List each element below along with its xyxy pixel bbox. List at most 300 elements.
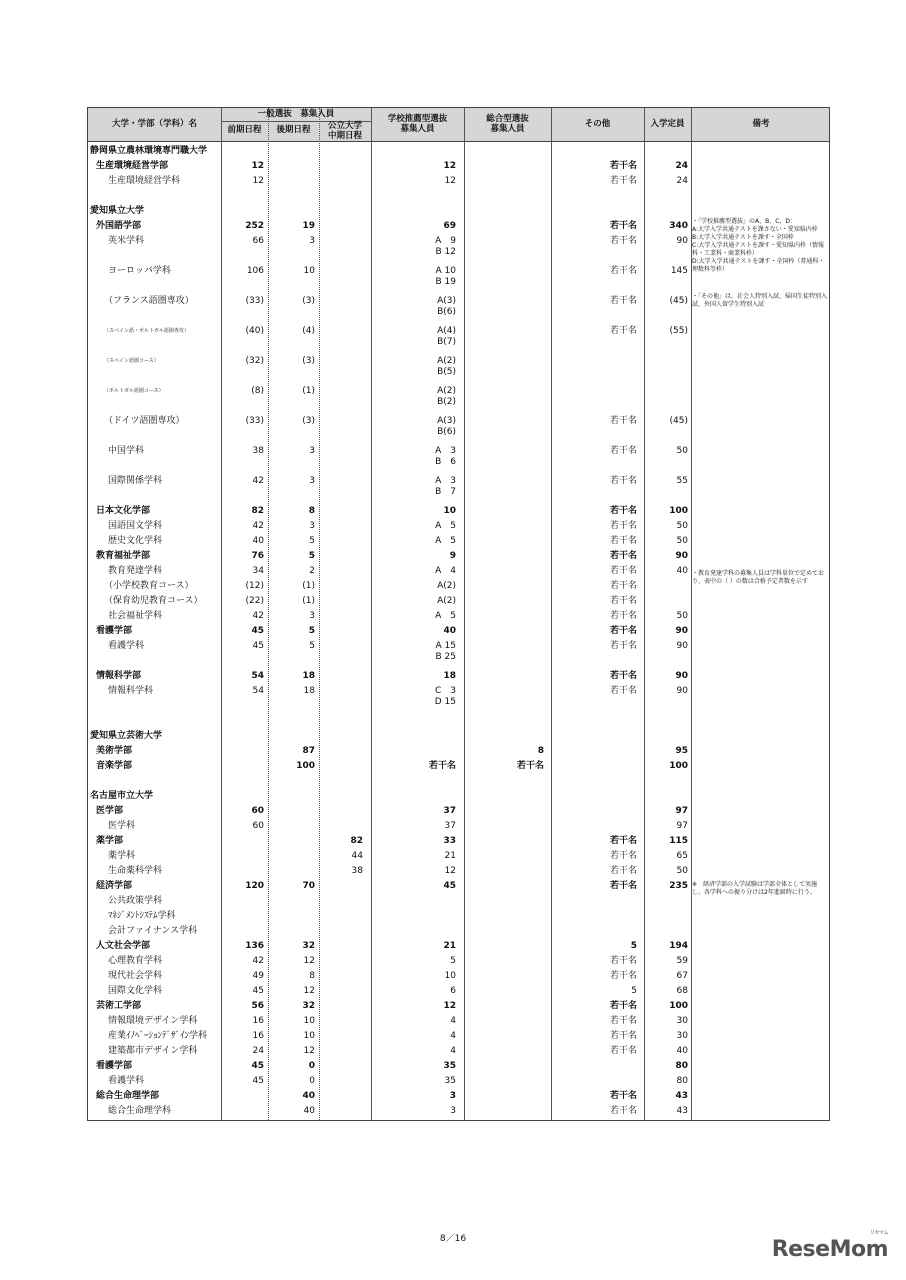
cell-c: 50 — [676, 521, 688, 531]
cell-c: 115 — [669, 836, 688, 846]
cell-o: 若干名 — [609, 1031, 637, 1041]
cell-o: 若干名 — [609, 686, 637, 696]
cell-z: 16 — [252, 1031, 264, 1041]
row-name: 静岡県立農林環境専門職大学 — [90, 146, 208, 156]
cell-k: (3) — [302, 416, 315, 426]
cell-o: 若干名 — [609, 446, 637, 456]
table-row — [88, 519, 829, 533]
row-name: 美術学部 — [96, 746, 133, 756]
cell-k: 5 — [309, 536, 315, 546]
header-zenki: 前期日程 — [227, 125, 262, 135]
logo-sub: リセマム — [870, 1230, 888, 1236]
header-chuki: 公立大学 中期日程 — [327, 121, 362, 141]
row-name: 日本文化学部 — [96, 506, 151, 516]
cell-o: 若干名 — [609, 671, 637, 681]
cell-k: 40 — [303, 1106, 315, 1116]
cell-z: 45 — [252, 1076, 264, 1086]
row-name: 看護学科 — [108, 1076, 145, 1086]
cell-s: A(4) — [437, 326, 456, 336]
cell-o: 若干名 — [609, 176, 637, 186]
cell-m: 44 — [351, 851, 363, 861]
cell-s2: B 6 — [435, 457, 456, 467]
table-row — [88, 759, 829, 773]
row-name: 愛知県立芸術大学 — [90, 731, 163, 741]
row-name: 公共政策学科 — [108, 896, 163, 906]
table-row — [88, 864, 829, 878]
table-row-spacer — [88, 369, 829, 383]
table-row-spacer — [88, 429, 829, 443]
table-row — [88, 1029, 829, 1043]
table-row — [88, 609, 829, 623]
cell-c: (55) — [669, 326, 688, 336]
cell-s: 35 — [443, 1061, 456, 1071]
row-name: （保育幼児教育コース） — [104, 596, 203, 606]
cell-s: A 5 — [435, 611, 456, 621]
cell-s: A(2) — [437, 386, 456, 396]
cell-o: 5 — [631, 986, 637, 996]
cell-s: 12 — [444, 866, 456, 876]
cell-z: 66 — [252, 236, 264, 246]
cell-s: 12 — [444, 176, 456, 186]
cell-o: 若干名 — [609, 866, 637, 876]
cell-s: A(2) — [437, 356, 456, 366]
cell-s: 40 — [443, 626, 456, 636]
remark-aichi-1: ・「学校推薦型選抜」のA、B、C、D： A:大学入学共通テストを課さない・愛知県内枠 B:大学入学共通テストを課す・全国枠 C:大学入学共通テストを課す・愛知県内枠（情報科・工業科・商業科枠） D:大学入学共通テストを課す・全国枠（普通科・理数科等枠） — [692, 218, 825, 273]
cell-s: 12 — [443, 1001, 456, 1011]
cell-s: 33 — [443, 836, 456, 846]
cell-c: 80 — [676, 1076, 688, 1086]
cell-k: 18 — [303, 686, 315, 696]
row-name: 医学部 — [96, 806, 124, 816]
cell-k: 0 — [309, 1076, 315, 1086]
table-row-spacer — [88, 309, 829, 323]
cell-c: 100 — [669, 1001, 688, 1011]
cell-c: 100 — [669, 761, 688, 771]
cell-s: A 4 — [435, 566, 456, 576]
cell-k: 10 — [303, 1016, 315, 1026]
row-name: 産業ｲﾉﾍﾞｰｼｮﾝﾃﾞｻﾞｲﾝ学科 — [108, 1031, 208, 1041]
cell-c: 24 — [676, 176, 688, 186]
table-row — [88, 504, 829, 518]
cell-o: 若干名 — [609, 641, 637, 651]
cell-z: 38 — [252, 446, 264, 456]
cell-z: 82 — [251, 506, 264, 516]
row-name: 愛知県立大学 — [90, 206, 145, 216]
table-row — [88, 834, 829, 848]
cell-o: 若干名 — [609, 551, 637, 561]
cell-s: A 5 — [435, 536, 456, 546]
cell-s2: B(7) — [437, 337, 456, 347]
cell-c: 59 — [676, 956, 688, 966]
cell-c: 90 — [676, 686, 688, 696]
table-row — [88, 354, 829, 377]
row-name: 総合生命理学部 — [96, 1091, 160, 1101]
cell-s: 4 — [450, 1031, 456, 1041]
cell-k: 5 — [308, 551, 315, 561]
cell-k: (1) — [302, 581, 315, 591]
table-row — [88, 1104, 829, 1118]
cell-o: 若干名 — [609, 1046, 637, 1056]
cell-k: 100 — [296, 761, 315, 771]
cell-k: 12 — [303, 986, 315, 996]
table-row-spacer — [88, 699, 829, 713]
cell-k: 8 — [308, 506, 315, 516]
cell-k: (4) — [302, 326, 315, 336]
row-name: 国際関係学科 — [108, 476, 163, 486]
cell-k: 3 — [309, 236, 315, 246]
table-row — [88, 684, 829, 707]
cell-z: 40 — [252, 536, 264, 546]
cell-z: 106 — [246, 266, 264, 276]
header-other: その他 — [584, 119, 611, 129]
cell-o: 若干名 — [609, 626, 637, 636]
cell-s2: B(6) — [437, 427, 456, 437]
cell-s: 若干名 — [428, 761, 456, 771]
table-row — [88, 639, 829, 662]
cell-o: 若干名 — [609, 881, 637, 891]
table-row — [88, 669, 829, 683]
cell-z: 136 — [245, 941, 264, 951]
cell-s: A 3 — [435, 446, 456, 456]
cell-z: 42 — [252, 611, 264, 621]
cell-s2: B(6) — [437, 307, 456, 317]
row-name: 音楽学部 — [96, 761, 133, 771]
cell-s: A 10 — [435, 266, 456, 276]
cell-s: 6 — [450, 986, 456, 996]
header-capacity: 入学定員 — [650, 119, 685, 129]
cell-c: 24 — [675, 161, 688, 171]
table-row — [88, 1059, 829, 1073]
cell-o: 若干名 — [609, 236, 637, 246]
table-row — [88, 174, 829, 188]
cell-c: 97 — [675, 806, 688, 816]
table-row — [88, 819, 829, 833]
cell-k: 12 — [303, 956, 315, 966]
cell-c: 30 — [676, 1016, 688, 1026]
cell-m: 82 — [350, 836, 363, 846]
cell-c: 90 — [676, 236, 688, 246]
cell-z: 45 — [251, 626, 264, 636]
table-row-spacer — [88, 399, 829, 413]
cell-c: 40 — [676, 1046, 688, 1056]
table-row-spacer — [88, 459, 829, 473]
remark-aichi-2: ・「その他」は、社会人特別入試、帰国生徒特別入試、外国人留学生特別入試 — [692, 293, 828, 308]
row-name: ﾏﾈｼﾞﾒﾝﾄｼｽﾃﾑ学科 — [108, 911, 176, 921]
table-row — [88, 1044, 829, 1058]
cell-s2: B(5) — [437, 367, 456, 377]
cell-k: 32 — [302, 941, 315, 951]
table-row — [88, 534, 829, 548]
table-row — [88, 939, 829, 953]
cell-z: 120 — [245, 881, 264, 891]
cell-s: 4 — [450, 1046, 456, 1056]
cell-s: 10 — [444, 971, 456, 981]
cell-z: 45 — [252, 986, 264, 996]
cell-s2: D 15 — [434, 697, 456, 707]
table-row — [88, 144, 829, 158]
table-row — [88, 849, 829, 863]
cell-k: 3 — [309, 446, 315, 456]
header-suisen: 学校推薦型選抜 募集人員 — [387, 114, 448, 134]
row-name: 歴史文化学科 — [108, 536, 163, 546]
table-row — [88, 1074, 829, 1088]
table-row — [88, 924, 829, 938]
cell-s: 21 — [443, 941, 456, 951]
table-row — [88, 909, 829, 923]
cell-s: A(2) — [437, 581, 456, 591]
cell-c: 67 — [676, 971, 688, 981]
cell-z: 42 — [252, 956, 264, 966]
cell-c: 145 — [670, 266, 688, 276]
table-row — [88, 999, 829, 1013]
cell-c: 50 — [676, 536, 688, 546]
row-name: 会計ファイナンス学科 — [108, 926, 198, 936]
row-name: 薬学部 — [96, 836, 124, 846]
row-name: 看護学科 — [108, 641, 145, 651]
cell-k: 87 — [302, 746, 315, 756]
table-row — [88, 414, 829, 437]
cell-k: (3) — [302, 296, 315, 306]
cell-z: 45 — [251, 1061, 264, 1071]
cell-s: 3 — [449, 1091, 456, 1101]
cell-s: 37 — [443, 806, 456, 816]
cell-z: (33) — [245, 296, 264, 306]
cell-c: 97 — [676, 821, 688, 831]
table-row — [88, 984, 829, 998]
row-name: 中国学科 — [108, 446, 145, 456]
row-name: （スペイン語圏コース） — [104, 358, 159, 364]
cell-c: 40 — [676, 566, 688, 576]
cell-c: (45) — [669, 296, 688, 306]
row-name: 名古屋市立大学 — [90, 791, 154, 801]
cell-s2: B 12 — [435, 247, 456, 257]
table-row — [88, 804, 829, 818]
table-row — [88, 384, 829, 407]
cell-c: 194 — [669, 941, 688, 951]
cell-o: 若干名 — [609, 1001, 637, 1011]
cell-c: 65 — [676, 851, 688, 861]
remark-econ: ※ 経済学部の入学試験は学部全体として実施し、各学科への振り分けは2年進級時に行う。 — [692, 881, 818, 896]
cell-k: 3 — [309, 521, 315, 531]
row-name: 教育福祉学部 — [96, 551, 151, 561]
row-name: 経済学部 — [96, 881, 133, 891]
cell-k: 5 — [308, 626, 315, 636]
cell-s: 45 — [443, 881, 456, 891]
cell-o: 若干名 — [609, 506, 637, 516]
cell-c: (45) — [669, 416, 688, 426]
cell-k: 32 — [302, 1001, 315, 1011]
row-name: （ドイツ語圏専攻） — [104, 416, 185, 426]
cell-z: 42 — [252, 521, 264, 531]
cell-s: A 5 — [435, 521, 456, 531]
row-name: 教育発達学科 — [108, 566, 163, 576]
row-name: 国語国文学科 — [108, 521, 163, 531]
row-name: 人文社会学部 — [96, 941, 151, 951]
row-name: 英米学科 — [108, 236, 145, 246]
cell-s2: B 7 — [435, 487, 456, 497]
cell-z: (22) — [245, 596, 264, 606]
cell-z: (8) — [251, 386, 264, 396]
table-row — [88, 969, 829, 983]
cell-z: 49 — [252, 971, 264, 981]
cell-z: 60 — [251, 806, 264, 816]
cell-o: 若干名 — [609, 851, 637, 861]
cell-g: 若干名 — [516, 761, 544, 771]
cell-o: 若干名 — [609, 1091, 637, 1101]
table-row — [88, 729, 829, 743]
row-name: 外国語学部 — [96, 221, 142, 231]
cell-s: 3 — [450, 1106, 456, 1116]
cell-k: 40 — [302, 1091, 315, 1101]
cell-s: A 3 — [435, 476, 456, 486]
table-row — [88, 549, 829, 563]
cell-o: 若干名 — [609, 521, 637, 531]
table-row-spacer — [88, 189, 829, 203]
table-row — [88, 624, 829, 638]
header-remarks: 備考 — [752, 119, 770, 129]
cell-s: C 3 — [434, 686, 456, 696]
cell-k: 3 — [309, 611, 315, 621]
cell-s2: B(2) — [437, 397, 456, 407]
cell-o: 若干名 — [609, 1016, 637, 1026]
cell-z: 42 — [252, 476, 264, 486]
cell-o: 若干名 — [609, 581, 637, 591]
cell-c: 50 — [676, 611, 688, 621]
row-name: 社会福祉学科 — [108, 611, 163, 621]
cell-m: 38 — [351, 866, 363, 876]
cell-z: (12) — [245, 581, 264, 591]
table-row — [88, 594, 829, 608]
cell-o: 若干名 — [609, 596, 637, 606]
row-name: 生産環境経営学部 — [96, 161, 169, 171]
table-row — [88, 474, 829, 497]
row-name: 心理教育学科 — [108, 956, 163, 966]
cell-c: 55 — [676, 476, 688, 486]
table-row-spacer — [88, 774, 829, 788]
cell-k: 70 — [302, 881, 315, 891]
cell-c: 43 — [676, 1106, 688, 1116]
cell-z: 34 — [252, 566, 264, 576]
header-koki: 後期日程 — [276, 125, 311, 135]
row-name: 生命薬科学科 — [108, 866, 163, 876]
cell-c: 95 — [675, 746, 688, 756]
cell-z: 16 — [252, 1016, 264, 1026]
cell-o: 5 — [630, 941, 637, 951]
cell-g: 8 — [537, 746, 544, 756]
cell-k: (1) — [302, 386, 315, 396]
cell-s: 18 — [443, 671, 456, 681]
cell-s: 5 — [450, 956, 456, 966]
cell-s2: B 19 — [435, 277, 456, 287]
header-name: 大学・学部（学科）名 — [111, 119, 197, 129]
cell-k: 18 — [302, 671, 315, 681]
cell-z: 56 — [251, 1001, 264, 1011]
cell-c: 90 — [675, 551, 688, 561]
cell-s: 9 — [449, 551, 456, 561]
table-row — [88, 789, 829, 803]
row-name: 情報科学部 — [96, 671, 142, 681]
page-number: 8／16 — [439, 1234, 467, 1244]
row-name: 看護学部 — [96, 1061, 133, 1071]
table-row — [88, 159, 829, 173]
cell-z: 60 — [252, 821, 264, 831]
cell-o: 若干名 — [609, 326, 637, 336]
cell-s: 21 — [444, 851, 456, 861]
cell-o: 若干名 — [609, 1106, 637, 1116]
cell-o: 若干名 — [609, 836, 637, 846]
cell-z: 45 — [252, 641, 264, 651]
row-name: （小学校教育コース） — [104, 581, 194, 591]
cell-c: 68 — [676, 986, 688, 996]
table-row — [88, 1014, 829, 1028]
cell-o: 若干名 — [609, 971, 637, 981]
cell-o: 若干名 — [609, 416, 637, 426]
row-name: 医学科 — [108, 821, 136, 831]
cell-c: 50 — [676, 866, 688, 876]
cell-k: (3) — [302, 356, 315, 366]
cell-k: (1) — [302, 596, 315, 606]
cell-z: (32) — [245, 356, 264, 366]
cell-k: 10 — [303, 1031, 315, 1041]
cell-z: (40) — [245, 326, 264, 336]
cell-k: 19 — [302, 221, 315, 231]
row-name: （ポルトガル語圏コース） — [104, 388, 164, 394]
table-row-spacer — [88, 279, 829, 293]
cell-z: 24 — [252, 1046, 264, 1056]
cell-s: 35 — [444, 1076, 456, 1086]
cell-o: 若干名 — [609, 611, 637, 621]
row-name: 情報環境デザイン学科 — [108, 1016, 198, 1026]
cell-o: 若干名 — [609, 476, 637, 486]
admission-table — [87, 107, 830, 1121]
remark-welfare: ・教育発達学科の募集人員は学科単位で定めており、表中の（ ）の数は合格予定者数を示す — [692, 570, 825, 585]
logo-text: ReseMom — [771, 1237, 888, 1262]
cell-c: 43 — [675, 1091, 688, 1101]
cell-o: 若干名 — [609, 296, 637, 306]
table-row — [88, 744, 829, 758]
cell-o: 若干名 — [609, 536, 637, 546]
row-name: 総合生命理学科 — [108, 1106, 172, 1116]
cell-k: 12 — [303, 1046, 315, 1056]
row-name: （フランス語圏専攻） — [104, 296, 194, 306]
cell-c: 50 — [676, 446, 688, 456]
cell-o: 若干名 — [609, 956, 637, 966]
cell-o: 若干名 — [609, 161, 637, 171]
table-row-spacer — [88, 489, 829, 503]
header-general: 一般選抜 募集人員 — [257, 109, 335, 119]
cell-c: 90 — [675, 626, 688, 636]
table-row — [88, 324, 829, 347]
row-name: 看護学部 — [96, 626, 133, 636]
cell-z: 54 — [252, 686, 264, 696]
cell-z: 76 — [251, 551, 264, 561]
cell-k: 10 — [303, 266, 315, 276]
cell-s: A(3) — [437, 296, 456, 306]
cell-s: A(2) — [437, 596, 456, 606]
row-name: 生産環境経営学科 — [108, 176, 181, 186]
cell-z: 252 — [245, 221, 264, 231]
cell-z: (33) — [245, 416, 264, 426]
cell-o: 若干名 — [609, 566, 637, 576]
cell-s: 37 — [444, 821, 456, 831]
row-name: 建築都市デザイン学科 — [108, 1046, 198, 1056]
cell-c: 100 — [669, 506, 688, 516]
table-row — [88, 444, 829, 467]
cell-s: A 9 — [435, 236, 456, 246]
row-name: 芸術工学部 — [96, 1001, 142, 1011]
cell-s: 69 — [443, 221, 456, 231]
cell-s: 12 — [443, 161, 456, 171]
